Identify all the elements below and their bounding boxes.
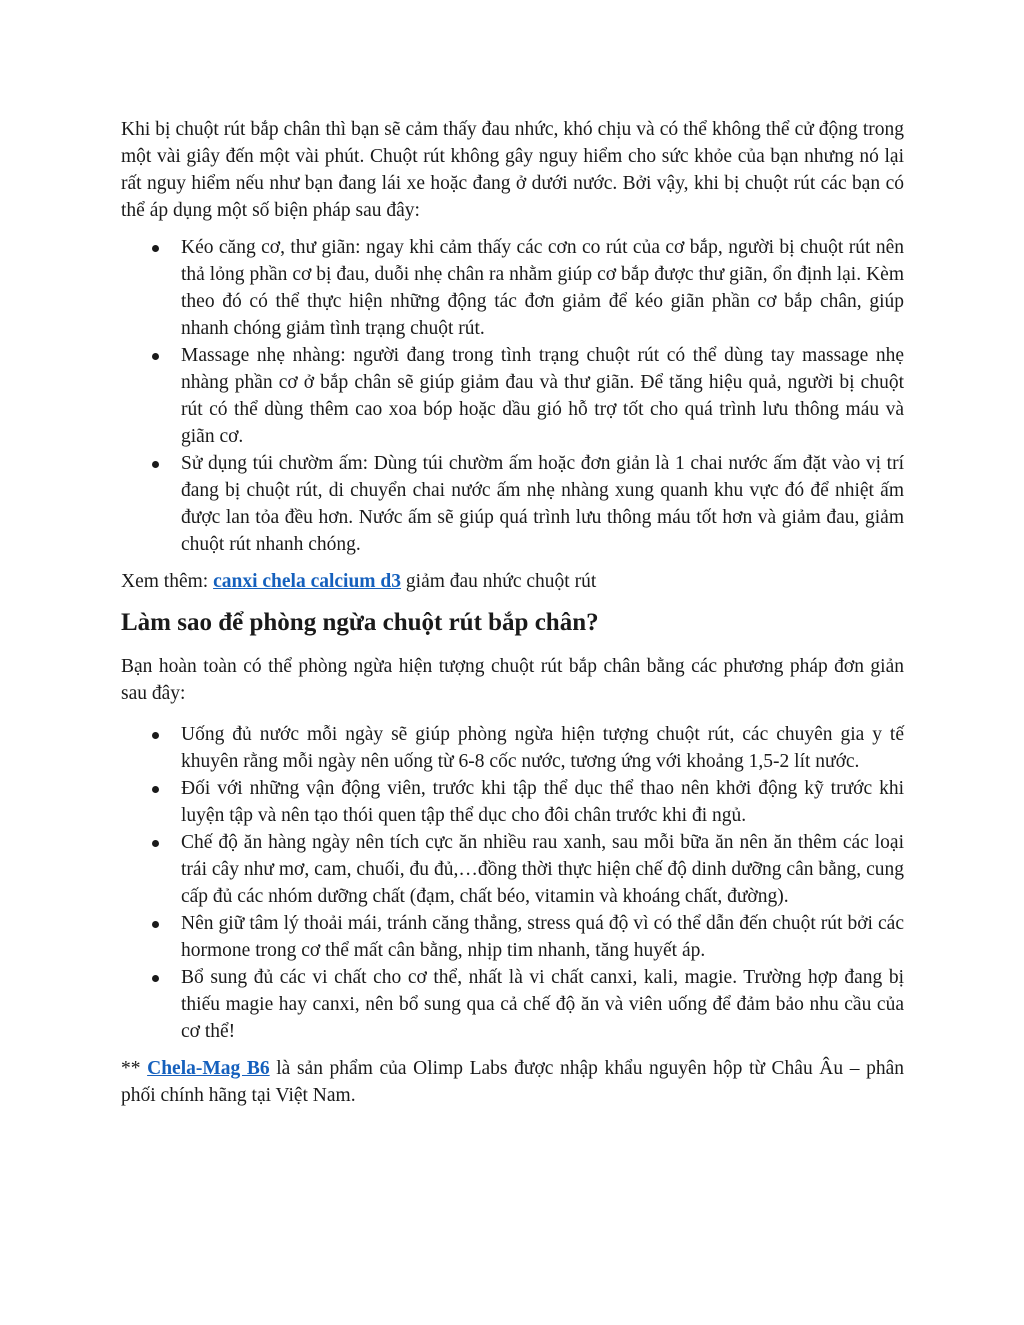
bullet-icon bbox=[152, 353, 159, 360]
list-item-text: Nên giữ tâm lý thoải mái, tránh căng thẳng, stress quá độ vì có thể dẫn đến chuột rút bởi các hormone trong cơ thể mất cân bằng, nhịp tim nhanh, tăng huyết áp. bbox=[181, 913, 904, 961]
list-item-text: Sử dụng túi chườm ấm: Dùng túi chườm ấm hoặc đơn giản là 1 chai nước ấm đặt vào vị trí đang bị chuột rút, di chuyển chai nước ấm nhẹ nhàng xung quanh khu vực đó để nhiệt ấm được lan tỏa đều hơn. Nước ấm sẽ giúp quá trình lưu thông máu tốt hơn và giảm đau, giảm chuột rút nhanh chóng. bbox=[181, 453, 904, 555]
see-more-suffix: giảm đau nhức chuột rút bbox=[401, 571, 597, 592]
footer-prefix: ** bbox=[121, 1058, 148, 1079]
list-item bbox=[121, 964, 904, 1045]
list-item-text: Chế độ ăn hàng ngày nên tích cực ăn nhiều rau xanh, sau mỗi bữa ăn nên ăn thêm các loại trái cây như mơ, cam, chuối, đu đủ,…đồng thời thực hiện chế độ dinh dưỡng cân bằng, cung cấp đủ các nhóm dưỡng chất (đạm, chất béo, vitamin và khoáng chất, đường). bbox=[181, 832, 904, 907]
list-item bbox=[121, 829, 904, 910]
canxi-chela-link[interactable]: canxi chela calcium d3 bbox=[213, 571, 402, 592]
chela-mag-link[interactable]: Chela-Mag B6 bbox=[147, 1058, 270, 1079]
list-item-text: Kéo căng cơ, thư giãn: ngay khi cảm thấy các cơn co rút của cơ bắp, người bị chuột rút nên thả lỏng phần cơ bị đau, duỗi nhẹ chân ra nhằm giúp cơ bắp được thư giãn, ổn định lại. Kèm theo đó có thể thực hiện những động tác đơn giảm để kéo giãn phần cơ bắp chân, giúp nhanh chóng giảm tình trạng chuột rút. bbox=[181, 237, 904, 339]
bullet-icon bbox=[152, 921, 159, 928]
prevention-list bbox=[121, 721, 904, 1045]
see-more-line bbox=[121, 568, 904, 595]
bullet-icon bbox=[152, 975, 159, 982]
remedies-list bbox=[121, 234, 904, 558]
list-item-text: Đối với những vận động viên, trước khi tập thể dục thể thao nên khởi động kỹ trước khi luyện tập và nên tạo thói quen tập thể dục cho đôi chân trước khi đi ngủ. bbox=[181, 778, 904, 826]
bullet-icon bbox=[152, 732, 159, 739]
list-item bbox=[121, 721, 904, 775]
see-more-prefix: Xem thêm: bbox=[121, 571, 214, 592]
bullet-icon bbox=[152, 461, 159, 468]
footer-note bbox=[121, 1055, 904, 1109]
bullet-icon bbox=[152, 840, 159, 847]
list-item-text: Bổ sung đủ các vi chất cho cơ thể, nhất là vi chất canxi, kali, magie. Trường hợp đang bị thiếu magie hay canxi, nên bổ sung qua cả chế độ ăn và viên uống để đảm bảo nhu cầu của cơ thể! bbox=[181, 967, 904, 1042]
list-item-text: Uống đủ nước mỗi ngày sẽ giúp phòng ngừa hiện tượng chuột rút, các chuyên gia y tế khuyên rằng mỗi ngày nên uống từ 6-8 cốc nước, tương ứng với khoảng 1,5-2 lít nước. bbox=[181, 724, 904, 772]
section-heading: Làm sao để phòng ngừa chuột rút bắp chân? bbox=[121, 609, 599, 636]
document-page bbox=[121, 116, 904, 1109]
list-item bbox=[121, 775, 904, 829]
list-item bbox=[121, 910, 904, 964]
bullet-icon bbox=[152, 245, 159, 252]
list-item bbox=[121, 450, 904, 558]
intro-paragraph: Khi bị chuột rút bắp chân thì bạn sẽ cảm thấy đau nhức, khó chịu và có thể không thể cử động trong một vài giây đến một vài phút. Chuột rút không gây nguy hiểm cho sức khỏe của bạn nhưng nó lại rất nguy hiểm nếu như bạn đang lái xe hoặc đang ở dưới nước. Bởi vậy, khi bị chuột rút các bạn có thể áp dụng một số biện pháp sau đây: bbox=[121, 119, 904, 221]
lead-paragraph: Bạn hoàn toàn có thể phòng ngừa hiện tượng chuột rút bắp chân bằng các phương pháp đơn giản sau đây: bbox=[121, 656, 904, 704]
bullet-icon bbox=[152, 786, 159, 793]
list-item bbox=[121, 234, 904, 342]
list-item-text: Massage nhẹ nhàng: người đang trong tình trạng chuột rút có thể dùng tay massage nhẹ nhàng phần cơ ở bắp chân sẽ giúp giảm đau và thư giãn. Để tăng hiệu quả, người bị chuột rút có thể dùng thêm cao xoa bóp hoặc dầu gió hỗ trợ tốt cho quá trình lưu thông máu và giãn cơ. bbox=[181, 345, 904, 447]
footer-suffix: là sản phẩm của Olimp Labs được nhập khẩu nguyên hộp từ Châu Âu – phân phối chính hãng tại Việt Nam. bbox=[121, 1058, 905, 1106]
list-item bbox=[121, 342, 904, 450]
